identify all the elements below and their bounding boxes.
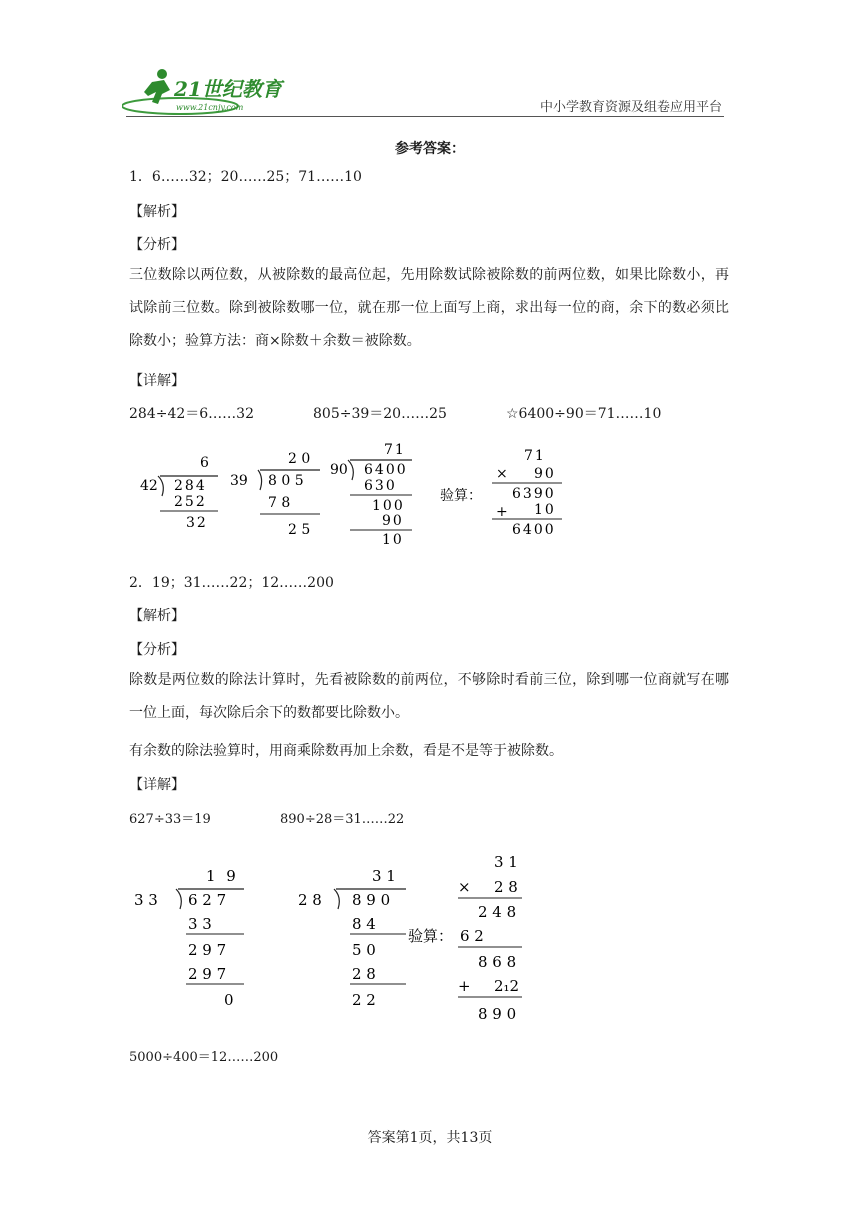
svg-text:3 3: 3 3	[134, 891, 158, 909]
svg-text:2 9 7: 2 9 7	[188, 941, 227, 959]
remainder: 10	[382, 532, 404, 548]
logo-url: www.21cnjy.com	[176, 103, 244, 112]
svg-text:71: 71	[524, 448, 546, 464]
svg-text:8 6 8: 8 6 8	[478, 953, 517, 971]
q1-eq1: 284÷42＝6……32	[129, 406, 254, 422]
q1-answer: 1．6……32；20……25；71……10	[129, 169, 362, 185]
dividend: 284	[174, 478, 207, 494]
svg-text:×: ×	[458, 878, 471, 896]
svg-text:6390: 6390	[512, 486, 556, 502]
svg-text:2 8: 2 8	[352, 965, 376, 983]
svg-text:2 8: 2 8	[298, 891, 322, 909]
svg-text:2 2: 2 2	[352, 991, 376, 1009]
svg-text:3 3: 3 3	[188, 915, 212, 933]
q2-analysis-1: 除数是两位数的除法计算时，先看被除数的前两位，不够除时看前三位，除到哪一位商就写在哪一位上面，每次除后余下的数都要比除数小。	[129, 672, 729, 721]
remainder: 2 5	[288, 522, 311, 538]
svg-text:0: 0	[224, 991, 234, 1009]
rem1: 100	[372, 498, 405, 514]
svg-text:+: +	[458, 977, 471, 995]
q1-jiexi: 【解析】	[129, 204, 185, 220]
svg-text:2 4 8: 2 4 8	[478, 903, 517, 921]
logo-text: 21世纪教育	[174, 77, 282, 101]
q1-eq2: 805÷39＝20……25	[313, 406, 447, 422]
svg-text:1 9: 1 9	[206, 867, 239, 885]
svg-text:5 0: 5 0	[352, 941, 376, 959]
q1-long-division-c	[330, 442, 412, 548]
logo-21cnjy	[122, 66, 292, 118]
q2-eq3: 5000÷400＝12……200	[129, 1050, 279, 1065]
quotient: 2 0	[288, 451, 311, 467]
dividend: 6400	[364, 462, 408, 478]
svg-text:2 9 7: 2 9 7	[188, 965, 227, 983]
q2-eq2: 890÷28＝31……22	[280, 812, 405, 827]
page-title: 参考答案：	[395, 141, 465, 157]
divisor: 39	[230, 473, 248, 489]
quotient: 71	[384, 442, 406, 458]
q1-long-division-a	[140, 455, 218, 531]
svg-text:3 1: 3 1	[372, 867, 396, 885]
product2: 90	[382, 513, 404, 529]
page-footer: 答案第1页，共13页	[367, 1130, 493, 1146]
q1-eq3: ☆6400÷90＝71……10	[506, 406, 662, 422]
q1-analysis: 三位数除以两位数，从被除数的最高位起，先用除数试除被除数的前两位数，如果比除数小，再试除前三位数。除到被除数哪一位，就在那一位上面写上商，求出每一位的商，余下的数必须比除数小；验算方法：商×除数＋余数＝被除数。	[129, 267, 729, 349]
check-label: 验算：	[440, 488, 482, 504]
svg-text:90: 90	[534, 466, 556, 482]
q2-long-division-b	[298, 867, 406, 1009]
svg-text:6 2: 6 2	[460, 927, 484, 945]
q1-division-diagrams	[130, 440, 580, 550]
q1-xiangjie: 【详解】	[129, 373, 185, 389]
quotient: 6	[200, 455, 209, 471]
product: 7 8	[268, 495, 291, 511]
svg-text:2₁2: 2₁2	[494, 977, 520, 995]
check-label: 验算：	[408, 927, 454, 945]
q2-fenxi: 【分析】	[129, 642, 185, 658]
svg-text:×: ×	[496, 466, 508, 482]
q2-eq1: 627÷33＝19	[129, 812, 211, 827]
svg-text:8 9 0: 8 9 0	[352, 891, 391, 909]
product: 252	[174, 494, 207, 510]
svg-text:2 8: 2 8	[494, 878, 518, 896]
q2-xiangjie: 【详解】	[129, 777, 185, 793]
svg-text:8 4: 8 4	[352, 915, 376, 933]
svg-text:+: +	[496, 504, 508, 520]
q1-fenxi: 【分析】	[129, 237, 185, 253]
product1: 630	[364, 478, 397, 494]
q1-long-division-b	[230, 451, 320, 538]
svg-text:10: 10	[534, 502, 556, 518]
header-rule	[126, 116, 724, 117]
svg-text:6 2 7: 6 2 7	[188, 891, 227, 909]
svg-text:8 9 0: 8 9 0	[478, 1005, 517, 1023]
q2-analysis-2: 有余数的除法验算时，用商乘除数再加上余数，看是不是等于被除数。	[129, 743, 563, 759]
svg-text:6400: 6400	[512, 522, 556, 538]
platform-text: 中小学教育资源及组卷应用平台	[540, 100, 723, 115]
divisor: 90	[330, 462, 348, 478]
remainder: 32	[186, 515, 208, 531]
dividend: 8 0 5	[268, 473, 304, 489]
q2-long-division-a	[134, 867, 244, 1009]
q2-check-calculation	[458, 853, 522, 1023]
q2-jiexi: 【解析】	[129, 608, 185, 624]
svg-text:3 1: 3 1	[494, 853, 518, 871]
divisor: 42	[140, 478, 158, 494]
q1-check-calculation	[492, 448, 562, 538]
q2-division-diagrams	[130, 845, 550, 1025]
q2-answer: 2．19；31……22；12……200	[129, 575, 334, 591]
